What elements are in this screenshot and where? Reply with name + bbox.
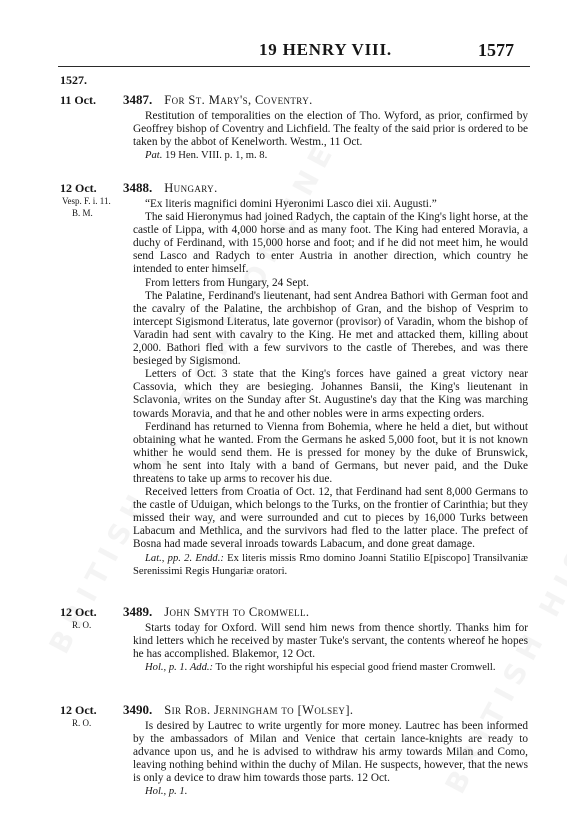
- entry-source: Vesp. F. i. 11.: [62, 196, 111, 206]
- entry-margin: [60, 606, 128, 631]
- entry-number: 3490.: [123, 702, 153, 717]
- entry-paragraph: Ferdinand has returned to Vienna from Bohemia, where he held a diet, but without obtaining what he wanted. From the Germans he asked 5,000 foot, but it is not known whither he would send them. He is pressed for money by the duke of Brunswick, whom he sent into Italy with a band of Germans, but never paid, and the Duke threatens to take up arms to recover his due.: [133, 420, 528, 485]
- reference-text: 19 Hen. VIII. p. 1, m. 8.: [162, 150, 268, 162]
- entry-reference: [133, 661, 528, 674]
- page-number: 1577: [478, 40, 514, 60]
- entry-title: [123, 92, 528, 108]
- page-header: [0, 40, 567, 62]
- entry-title: [123, 702, 528, 718]
- reference-label: Pat.: [145, 150, 163, 162]
- entry-paragraph: Starts today for Oxford. Will send him news from thence shortly. Thanks him for kind letters which he received by master Tuke's servant, the contents whereof he hopes he has accomplished. Blakemor, 12 Oct.: [133, 622, 528, 661]
- entry-title: [123, 604, 528, 620]
- entry-source: R. O.: [72, 620, 92, 630]
- entry-heading: Sir Rob. Jerningham to [Wolsey].: [164, 703, 354, 717]
- entry-reference: [133, 149, 528, 162]
- entry-margin: [60, 94, 128, 107]
- entry-paragraph: Restitution of temporalities on the election of Tho. Wyford, as prior, confirmed by Geoffrey bishop of Coventry and Lichfield. The fealty of the said prior is ordered to be taken by the abbot of Kenelworth. Westm., 11 Oct.: [133, 110, 528, 149]
- entry-heading: John Smyth to Cromwell.: [164, 605, 310, 619]
- entry-body: [123, 604, 528, 674]
- entry-date: 12 Oct.: [60, 181, 97, 195]
- entry-heading: For St. Mary's, Coventry.: [164, 93, 313, 107]
- entry-date: 12 Oct.: [60, 605, 97, 619]
- entry-body: [123, 92, 528, 162]
- entry-number: 3489.: [123, 604, 153, 619]
- entry-paragraph: The Palatine, Ferdinand's lieutenant, had sent Andrea Bathori with German foot and the cavalry of the Palatine, the archbishop of Gran, and the bishop of Vesprim to intercept Sigismond Literatus, late governor (provisor) of Varadin, whom the bishop of Varadin had sent with cavalry to the King. He met and attacked them, killing about 2,000. Bathori fled with a few survivors to the castle of Therebes, and was there besieged by Sigismond.: [133, 289, 528, 368]
- entry-paragraph: “Ex literis magnifici domini Hyeronimi Lasco diei xii. Augusti.”: [145, 198, 437, 210]
- entry-paragraph: The said Hieronymus had joined Radych, the captain of the King's light horse, at the castle of Lippa, with 4,000 horse and as many foot. The King had entered Moravia, a duchy of Ferdinand, with 15,000 horse and foot; and if he did not meet him, he would send Lasco and Radych to enter Austria in another direction, which country he intended to enter himself.: [133, 211, 528, 276]
- entry-number: 3487.: [123, 92, 153, 107]
- running-head: 19 HENRY VIII.: [259, 40, 392, 59]
- reference-label: Lat., pp. 2. Endd.:: [145, 552, 224, 564]
- entry-number: 3488.: [123, 180, 153, 195]
- entry-paragraph: Letters of Oct. 3 state that the King's forces have gained a great victory near Cassovia, which they are besieging. Johannes Bansii, the King's lieutenant in Sclavonia, writes on the Sunday after St. Augustine's day that the King was marching towards Moravia, and that he and other nobles were in arms expecting orders.: [133, 368, 528, 420]
- entry-reference: [133, 785, 528, 798]
- entry-margin: [60, 182, 128, 219]
- entry-paragraph: From letters from Hungary, 24 Sept.: [145, 276, 309, 289]
- entry-body: [123, 180, 528, 578]
- entry-date: 12 Oct.: [60, 703, 97, 717]
- entry-date: 11 Oct.: [60, 93, 96, 107]
- entry-source: B. M.: [72, 208, 93, 218]
- reference-label: Hol., p. 1. Add.:: [145, 662, 214, 674]
- entry-paragraph: Is desired by Lautrec to write urgently for more money. Lautrec has been informed by the ambassadors of Milan and Venice that certain lance-knights are ready to advance upon us, and he is advised to withdraw his army towards Milan and Como, leaving nothing behind within the duchy of Milan. He suspects, however, that the news is only a device to draw him towards those parts. 12 Oct.: [133, 720, 528, 785]
- entry-paragraph: Received letters from Croatia of Oct. 12, that Ferdinand had sent 8,000 Germans to the castle of Uduigan, which belongs to the Turks, on the frontier of Carinthia; but they missed their way, and were surrounded and cut to pieces by 16,000 Turks between Labacum and Methlica, and the survivors had fled to the latter place. The prefect of Bosna had made several inroads towards Labacum, and done great damage.: [133, 486, 528, 551]
- year-label: 1527.: [60, 73, 87, 87]
- entry-margin: [60, 704, 128, 729]
- entry-reference: [133, 552, 528, 578]
- entry-body: [123, 702, 528, 799]
- reference-label: Hol., p. 1.: [145, 786, 188, 798]
- header-rule: [58, 66, 530, 67]
- entry-heading: Hungary.: [164, 181, 218, 195]
- reference-text: Ex literis missis Rmo domino Joanni Statilio E[piscopo] Transilvaniæ Serenissimi Regis Hungariæ oratori.: [133, 552, 528, 577]
- entry-source: R. O.: [72, 718, 92, 728]
- reference-text: To the right worshipful his especial good friend master Cromwell.: [213, 662, 496, 674]
- entry-title: [123, 180, 528, 196]
